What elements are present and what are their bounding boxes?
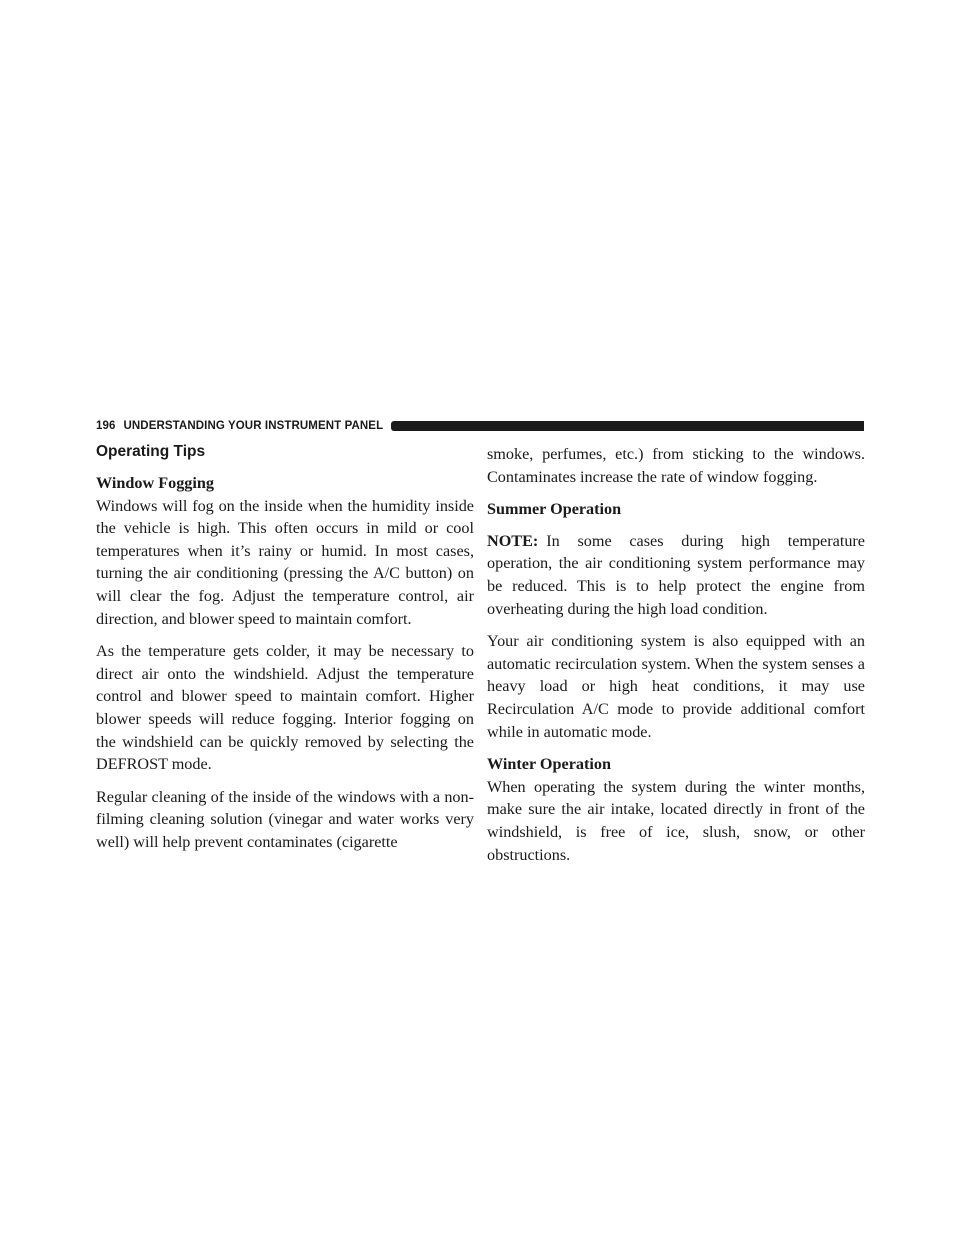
- continuation-paragraph: smoke, perfumes, etc.) from sticking to the windows. Contaminates increase the rate of window fogging.: [487, 445, 865, 486]
- section-title-header: UNDERSTANDING YOUR INSTRUMENT PANEL: [123, 420, 384, 432]
- right-column: [487, 443, 865, 876]
- winter-operation-heading: Winter Operation: [487, 755, 611, 774]
- summer-operation-heading: Summer Operation: [487, 500, 622, 519]
- winter-paragraph-1: When operating the system during the winter months, make sure the air intake, located directly in front of the windshield, is free of ice, slush, snow, or other obstructions.: [487, 777, 865, 864]
- window-fogging-paragraph-2: As the temperature gets colder, it may be necessary to direct air onto the windshield. Adjust the temperature control and blower speed to maintain comfort. Higher blower speeds will reduce fogging. Interior fogging on the windshield can be quickly removed by selecting the DEFROST mode.: [96, 642, 474, 774]
- window-fogging-paragraph-1: Windows will fog on the inside when the humidity inside the vehicle is high. This often occurs in mild or cool temperatures when it’s rainy or humid. In most cases, turning the air conditioning (pressing the A/C button) on will clear the fog. Adjust the temperature control, air direction, and blower speed to maintain comfort.: [96, 496, 474, 628]
- page-number: 196: [96, 420, 116, 432]
- window-fogging-heading: Window Fogging: [96, 474, 214, 492]
- page-header: [96, 419, 864, 433]
- window-fogging-paragraph-3: Regular cleaning of the inside of the windows with a non-filming cleaning solution (vinegar and water works very well) will help prevent contaminates (cigarette: [96, 787, 474, 851]
- note-text: In some cases during high temperature operation, the air conditioning system performance may be reduced. This is to help protect the engine from overheating during the high load condition.: [487, 531, 865, 618]
- header-rule: [391, 421, 864, 431]
- summer-note: [487, 530, 865, 620]
- operating-tips-heading: Operating Tips: [96, 443, 206, 460]
- note-label: NOTE:: [487, 531, 539, 550]
- left-column: [96, 441, 474, 864]
- summer-paragraph-1: Your air conditioning system is also equipped with an automatic recirculation system. When the system senses a heavy load or high heat conditions, it may use Recirculation A/C mode to provide additional comfort while in automatic mode.: [487, 632, 865, 741]
